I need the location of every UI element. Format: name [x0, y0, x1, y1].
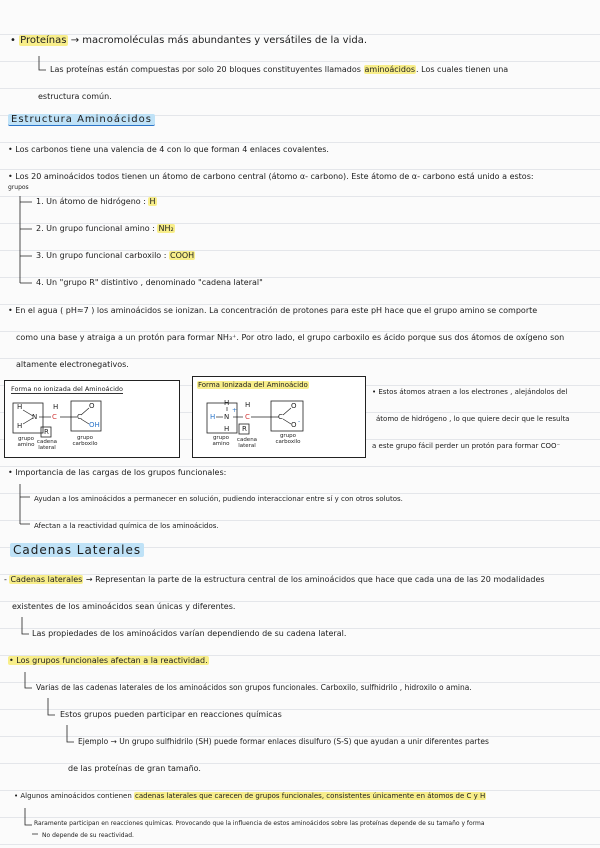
twenty-aminoacids-cont: grupos	[8, 184, 29, 191]
example-line: Ejemplo → Un grupo sulfhidrilo (SH) puede formar enlaces disulfuro (S-S) que ayudan a unir diferentes partes	[78, 737, 489, 746]
non-ionized-title: Forma no ionizada del Aminoácido	[11, 385, 124, 393]
importance-title: • Importancia de las cargas de los grupos funcionales:	[8, 468, 227, 477]
atom-c-carboxyl: C	[77, 413, 82, 421]
intro-sub-text-end: . Los cuales tienen una	[416, 65, 509, 74]
label-side-chain: cadena lateral	[36, 439, 58, 451]
label-carboxyl: grupo carboxilo	[275, 433, 301, 445]
intro-sub-line-2: estructura común.	[38, 92, 112, 101]
ionized-title: Forma Ionizada del Aminoácido	[198, 381, 308, 389]
atom-c-carboxyl: C	[278, 413, 283, 421]
proteinas-definition: macromoléculas más abundantes y versátiles de la vida.	[82, 35, 367, 46]
ionized-diagram	[192, 376, 366, 458]
dash: -	[4, 575, 10, 584]
intro-sub-line-1	[50, 65, 508, 75]
atom-h: H	[224, 399, 230, 407]
group-text: 4. Un "grupo R" distintivo , denominado "cadena lateral"	[36, 278, 263, 287]
section-heading-cadenas: Cadenas Laterales	[10, 543, 144, 557]
atom-h: H	[224, 425, 230, 433]
twenty-aminoacids-line: • Los 20 aminoácidos todos tienen un átomo de carbono central (átomo α- carbono). Este átomo de α- carbono está unido a estos:	[8, 172, 534, 181]
atom-h: H	[210, 413, 216, 421]
group-text: 3. Un grupo funcional carboxilo :	[36, 251, 167, 260]
groups-title	[8, 656, 209, 666]
atom-o-minus: O	[291, 421, 297, 429]
group-formula: COOH	[169, 251, 195, 260]
atom-h: H	[53, 403, 59, 411]
group-text: 2. Un grupo funcional amino :	[36, 224, 155, 233]
section-heading-estructura: Estructura Aminoácidos	[8, 114, 155, 126]
atom-oh: OH	[89, 421, 100, 429]
atom-n: N	[32, 413, 38, 421]
group-formula: H	[149, 197, 156, 206]
importance-item-1: Ayudan a los aminoácidos a permanecer en solución, pudiendo interaccionar entre sí y con otros solutos.	[34, 495, 403, 503]
atom-c-alpha: C	[52, 413, 57, 421]
ph-line-3: altamente electronegativos.	[16, 360, 129, 369]
group-item-1	[36, 197, 157, 207]
ph-line-2: como una base y atraiga a un protón para formar NH₃⁺. Por otro lado, el grupo carboxilo es ácido porque sus dos átomos de oxígeno son	[16, 333, 565, 342]
some-highlight: cadenas laterales que carecen de grupos funcionales, consistentes únicamente en átomos de C y H	[135, 792, 486, 800]
proteinas-term: Proteínas	[20, 35, 67, 46]
group-item-3	[36, 251, 195, 261]
side-note-2: átomo de hidrógeno , lo que quiere decir que le resulta	[376, 415, 570, 423]
intro-sub-text: Las proteínas están compuestas por solo 20 bloques constituyentes llamados	[50, 65, 361, 74]
groups-title-highlight: • Los grupos funcionales afectan a la reactividad.	[9, 656, 208, 665]
atom-r: R	[44, 428, 49, 436]
side-note-3: a este grupo fácil perder un protón para formar COO⁻	[372, 442, 561, 450]
carbon-valence-line: • Los carbonos tiene una valencia de 4 con lo que forman 4 enlaces covalentes.	[8, 145, 329, 154]
bullet: •	[10, 35, 16, 46]
label-side-chain: cadena lateral	[236, 437, 258, 449]
several-line: Varias de las cadenas laterales de los aminoácidos son grupos funcionales. Carboxilo, sulfhidrilo , hidroxilo o amina.	[36, 683, 472, 692]
atom-o: O	[291, 402, 297, 410]
label-amino: grupo amino	[17, 436, 35, 448]
ph-line-1: • En el agua ( pH≈7 ) los aminoácidos se ionizan. La concentración de protones para este pH hace que el grupo amino se comporte	[8, 306, 538, 315]
group-text: 1. Un átomo de hidrógeno :	[36, 197, 146, 206]
side-note-1: • Estos átomos atraen a los electrones , alejándolos del	[372, 388, 568, 396]
cadenas-term: Cadenas laterales	[10, 575, 83, 584]
participate-line: Estos grupos pueden participar en reacciones químicas	[60, 710, 282, 719]
atom-h: H	[245, 401, 251, 409]
rarely-line: Raramente participan en reacciones químicas. Provocando que la influencia de estos aminoácidos sobre las proteínas depende de su tamaño y forma	[34, 820, 485, 827]
label-carboxyl: grupo carboxilo	[72, 435, 98, 447]
group-item-2	[36, 224, 175, 234]
example-line-2: de las proteínas de gran tamaño.	[68, 764, 201, 773]
properties-line: Las propiedades de los aminoácidos varían dependiendo de su cadena lateral.	[32, 629, 347, 638]
atom-h: H	[17, 422, 23, 430]
aminoacidos-highlight: aminoácidos	[364, 65, 416, 74]
some-aminoacids-line	[14, 791, 486, 801]
cadenas-definition	[4, 575, 545, 585]
non-ionized-diagram	[4, 380, 180, 458]
group-formula: NH₂	[158, 224, 174, 233]
arrow-icon: →	[70, 35, 80, 46]
charge-plus: +	[232, 407, 238, 414]
atom-r: R	[242, 425, 247, 433]
cadenas-definition-line-2: existentes de los aminoácidos sean únicas y diferentes.	[12, 602, 236, 611]
not-reactive-line: No depende de su reactividad.	[42, 832, 134, 839]
intro-line	[10, 36, 367, 46]
atom-o: O	[89, 402, 95, 410]
atom-h: H	[17, 403, 23, 411]
label-amino: grupo amino	[212, 435, 230, 447]
some-text: • Algunos aminoácidos contienen	[14, 792, 132, 800]
group-item-4	[36, 278, 263, 288]
atom-n: N	[224, 413, 230, 421]
atom-c-alpha: C	[245, 413, 250, 421]
cadenas-definition-text: → Representan la parte de la estructura central de los aminoácidos que hace que cada una de las 20 modalidades	[83, 575, 545, 584]
importance-item-2: Afectan a la reactividad química de los aminoácidos.	[34, 522, 219, 530]
charge-minus: -	[298, 418, 301, 425]
